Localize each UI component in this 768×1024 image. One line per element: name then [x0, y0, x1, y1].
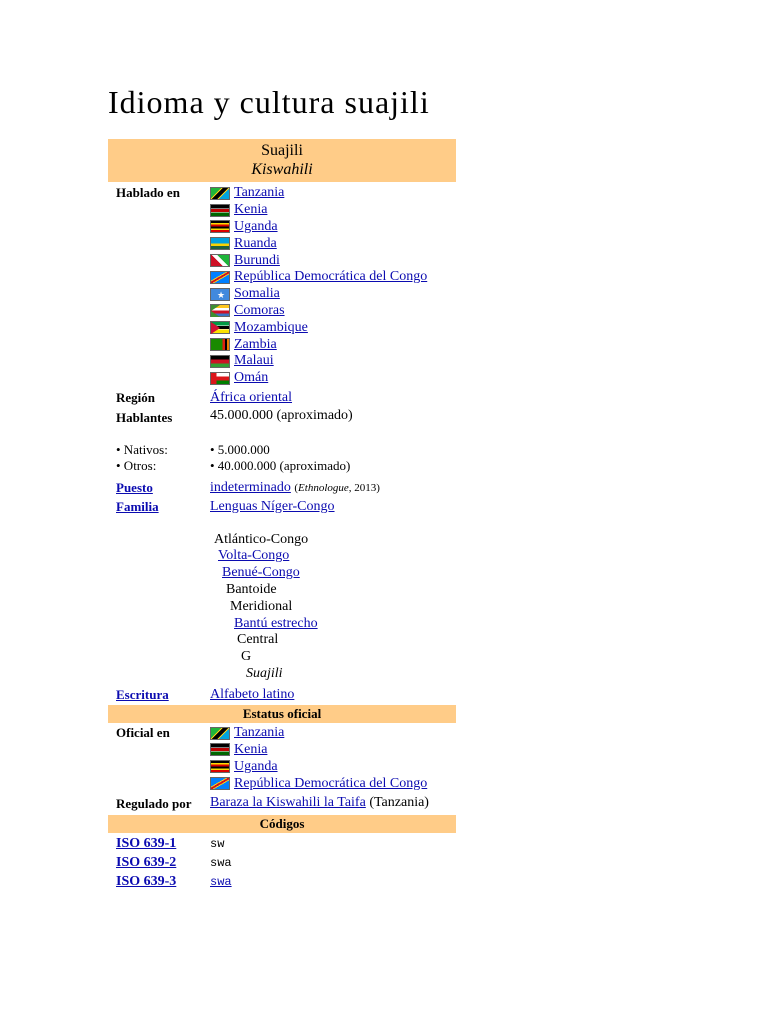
official-in-country-link[interactable]: Tanzania	[234, 725, 285, 741]
script-value-link[interactable]: Alfabeto latino	[210, 686, 295, 702]
region-row	[108, 390, 456, 406]
spoken-in-list	[210, 185, 456, 387]
spoken-in-country-item	[210, 370, 456, 387]
mozambique-flag-icon	[210, 321, 230, 334]
regulated-label: Regulado por	[116, 795, 192, 811]
spoken-in-label: Hablado en	[116, 185, 180, 200]
native-name: Kiswahili	[251, 161, 313, 178]
kenya-flag-icon	[210, 204, 230, 217]
spoken-in-country-link[interactable]: Somalia	[234, 286, 280, 302]
code-value: swa	[210, 855, 232, 870]
spoken-in-country-link[interactable]: Kenia	[234, 202, 268, 218]
speakers-value: 45.000.000 (aproximado)	[210, 407, 353, 423]
family-tree-text: Central	[237, 632, 279, 648]
spoken-in-country-item	[210, 353, 456, 370]
family-tree	[210, 532, 456, 683]
natives-row	[108, 442, 456, 458]
regulator-note: (Tanzania)	[365, 794, 429, 810]
official-status-heading: Estatus oficial	[108, 705, 456, 723]
speakers-label: Hablantes	[116, 409, 173, 425]
rank-row	[108, 480, 456, 496]
official-in-country-item	[210, 758, 456, 775]
family-label-link[interactable]: Familia	[116, 498, 159, 514]
family-tree-link[interactable]: Benué-Congo	[222, 565, 300, 581]
script-row	[108, 687, 456, 703]
zambia-flag-icon	[210, 338, 230, 351]
uganda-flag-icon	[210, 760, 230, 773]
language-name: Suajili	[261, 142, 303, 159]
code-label-link[interactable]: ISO 639-1	[116, 835, 177, 851]
others-label: • Otros:	[116, 457, 157, 473]
burundi-flag-icon	[210, 254, 230, 267]
codes-heading: Códigos	[108, 815, 456, 833]
malawi-flag-icon	[210, 355, 230, 368]
family-tree-node	[210, 532, 456, 549]
spoken-in-country-link[interactable]: Ruanda	[234, 235, 277, 251]
rank-source-year: , 2013)	[348, 481, 380, 494]
family-tree-node	[210, 616, 456, 633]
family-tree-node	[210, 565, 456, 582]
family-tree-node	[210, 582, 456, 599]
code-label-link[interactable]: ISO 639-2	[116, 854, 177, 870]
official-in-country-link[interactable]: Kenia	[234, 741, 268, 757]
rank-value-link[interactable]: indeterminado	[210, 479, 291, 495]
official-in-row	[108, 725, 456, 792]
spoken-in-country-item	[210, 252, 456, 269]
code-row	[108, 874, 456, 893]
code-row	[108, 836, 456, 855]
rwanda-flag-icon	[210, 237, 230, 250]
rank-label-link[interactable]: Puesto	[116, 479, 153, 495]
somalia-flag-icon	[210, 288, 230, 301]
spoken-in-country-item	[210, 269, 456, 286]
family-tree-text: Suajili	[246, 665, 283, 681]
family-tree-node	[210, 548, 456, 565]
spoken-in-country-item	[210, 319, 456, 336]
speakers-row	[108, 406, 456, 426]
family-tree-text: G	[241, 649, 252, 665]
official-in-list	[210, 725, 456, 792]
family-tree-node	[210, 632, 456, 649]
comoros-flag-icon	[210, 304, 230, 317]
code-value: sw	[210, 836, 225, 851]
script-label-link[interactable]: Escritura	[116, 686, 169, 702]
code-row	[108, 855, 456, 874]
tanzania-flag-icon	[210, 187, 230, 200]
spoken-in-country-item	[210, 336, 456, 353]
drc-flag-icon	[210, 271, 230, 284]
spoken-in-country-link[interactable]: Omán	[234, 370, 269, 386]
natives-value: • 5.000.000	[210, 441, 270, 457]
spoken-in-country-item	[210, 185, 456, 202]
natives-label: • Nativos:	[116, 441, 168, 457]
family-tree-node	[210, 599, 456, 616]
region-link[interactable]: África oriental	[210, 389, 293, 405]
regulated-row	[108, 795, 456, 812]
spoken-in-country-link[interactable]: Zambia	[234, 336, 277, 352]
official-in-country-link[interactable]: Uganda	[234, 758, 278, 774]
spoken-in-row	[108, 185, 456, 387]
family-tree-text: Bantoide	[226, 581, 277, 597]
codes-list	[108, 836, 456, 893]
spoken-in-country-link[interactable]: Mozambique	[234, 319, 308, 335]
official-in-label: Oficial en	[116, 724, 170, 740]
drc-flag-icon	[210, 777, 230, 790]
rank-source-open: (	[294, 481, 299, 494]
spoken-in-country-link[interactable]: República Democrática del Congo	[234, 269, 428, 285]
spoken-in-country-link[interactable]: Tanzania	[234, 185, 285, 201]
others-value: • 40.000.000 (aproximado)	[210, 457, 351, 473]
code-label-link[interactable]: ISO 639-3	[116, 873, 177, 889]
language-infobox	[108, 139, 456, 893]
family-value-link[interactable]: Lenguas Níger-Congo	[210, 498, 335, 514]
rank-source-work: Ethnologue	[298, 481, 349, 494]
spoken-in-country-link[interactable]: Comoras	[234, 302, 285, 318]
spoken-in-country-item	[210, 202, 456, 219]
spoken-in-country-link[interactable]: Burundi	[234, 252, 280, 268]
official-in-country-item	[210, 775, 456, 792]
others-row	[108, 458, 456, 474]
family-tree-node	[210, 649, 456, 666]
official-in-country-item	[210, 725, 456, 742]
infobox-header	[108, 139, 456, 182]
official-in-country-link[interactable]: República Democrática del Congo	[234, 775, 428, 791]
spoken-in-country-item	[210, 303, 456, 320]
code-value-link[interactable]: swa	[210, 874, 232, 889]
page-title: Idioma y cultura suajili	[108, 84, 430, 120]
regulator-link[interactable]: Baraza la Kiswahili la Taifa	[210, 794, 366, 810]
spoken-in-country-item	[210, 286, 456, 303]
uganda-flag-icon	[210, 220, 230, 233]
family-tree-link[interactable]: Volta-Congo	[218, 548, 290, 564]
family-tree-node	[210, 666, 456, 683]
spoken-in-country-item	[210, 219, 456, 236]
spoken-in-country-link[interactable]: Malaui	[234, 353, 274, 369]
region-label: Región	[116, 389, 155, 405]
family-tree-text: Atlántico-Congo	[214, 531, 309, 547]
family-tree-text: Meridional	[230, 598, 293, 614]
spoken-in-country-link[interactable]: Uganda	[234, 218, 278, 234]
oman-flag-icon	[210, 372, 230, 385]
spoken-in-country-item	[210, 235, 456, 252]
family-row	[108, 499, 456, 683]
tanzania-flag-icon	[210, 727, 230, 740]
kenya-flag-icon	[210, 743, 230, 756]
family-tree-link[interactable]: Bantú estrecho	[234, 615, 318, 631]
official-in-country-item	[210, 742, 456, 759]
